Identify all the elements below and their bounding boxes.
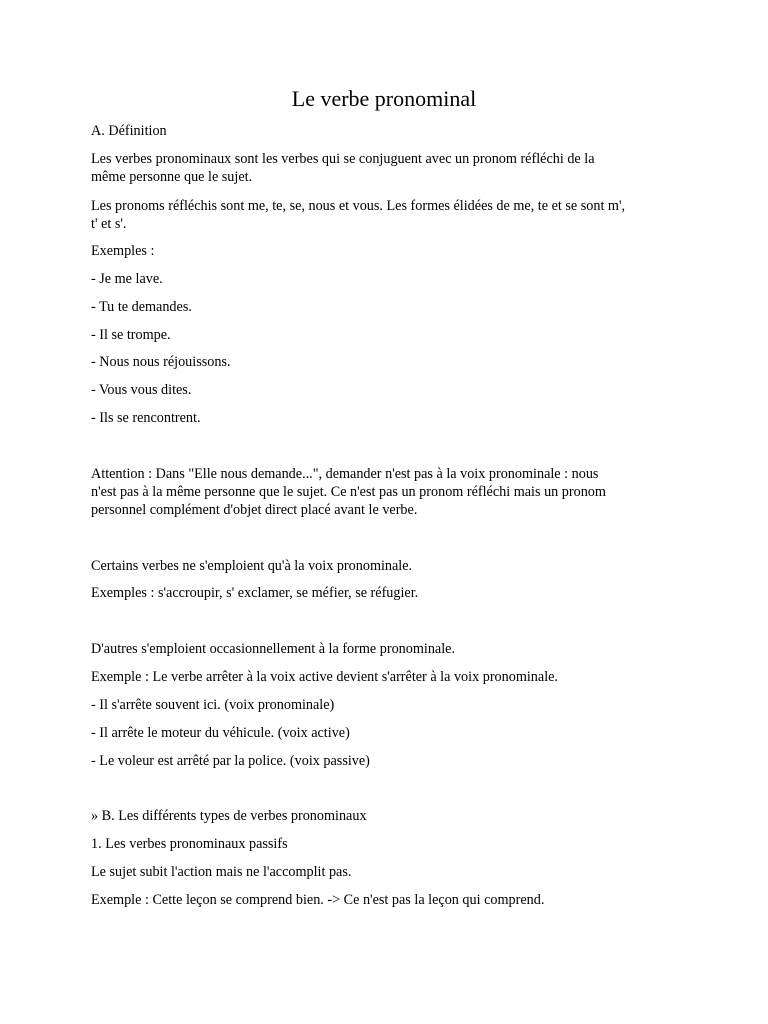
certains-examples: Exemples : s'accroupir, s' exclamer, se méfier, se réfugier. <box>91 585 419 601</box>
autres-example: Exemple : Le verbe arrêter à la voix active devient s'arrêter à la voix pronominale. <box>91 669 558 685</box>
example-item: - Vous vous dites. <box>91 382 192 398</box>
autres-paragraph: D'autres s'emploient occasionnellement à la forme pronominale. <box>91 641 456 657</box>
example-item: - Je me lave. <box>91 271 163 287</box>
example-item: - Ils se rencontrent. <box>91 410 201 426</box>
definition-line: même personne que le sujet. <box>91 169 253 185</box>
attention-line: Attention : Dans "Elle nous demande...", demander n'est pas à la voix pronominale : nous <box>91 466 599 482</box>
pronouns-line: t' et s'. <box>91 216 127 232</box>
section-a-heading: A. Définition <box>91 123 167 139</box>
example-item: - Nous nous réjouissons. <box>91 354 231 370</box>
autres-list-item: - Le voleur est arrêté par la police. (voix passive) <box>91 753 370 769</box>
example-item: - Il se trompe. <box>91 327 171 343</box>
example-item: - Tu te demandes. <box>91 299 192 315</box>
section-b-subheading: 1. Les verbes pronominaux passifs <box>91 836 288 852</box>
attention-line: personnel complément d'objet direct placé avant le verbe. <box>91 502 418 518</box>
certains-paragraph: Certains verbes ne s'emploient qu'à la voix pronominale. <box>91 558 413 574</box>
pronouns-paragraph <box>91 197 691 233</box>
definition-line: Les verbes pronominaux sont les verbes qui se conjuguent avec un pronom réfléchi de la <box>91 151 595 167</box>
page-title: Le verbe pronominal <box>291 86 477 111</box>
attention-paragraph <box>91 465 691 519</box>
autres-list-item: - Il arrête le moteur du véhicule. (voix active) <box>91 725 350 741</box>
autres-list-item: - Il s'arrête souvent ici. (voix pronominale) <box>91 697 335 713</box>
attention-line: n'est pas à la même personne que le sujet. Ce n'est pas un pronom réfléchi mais un pronom <box>91 484 606 500</box>
pronouns-line: Les pronoms réfléchis sont me, te, se, nous et vous. Les formes élidées de me, te et se sont m', <box>91 198 626 214</box>
examples-label: Exemples : <box>91 243 155 259</box>
section-b-example: Exemple : Cette leçon se comprend bien. -> Ce n'est pas la leçon qui comprend. <box>91 892 545 908</box>
definition-paragraph <box>91 150 691 186</box>
section-b-text: Le sujet subit l'action mais ne l'accomplit pas. <box>91 864 352 880</box>
section-b-heading: » B. Les différents types de verbes pronominaux <box>91 808 367 824</box>
